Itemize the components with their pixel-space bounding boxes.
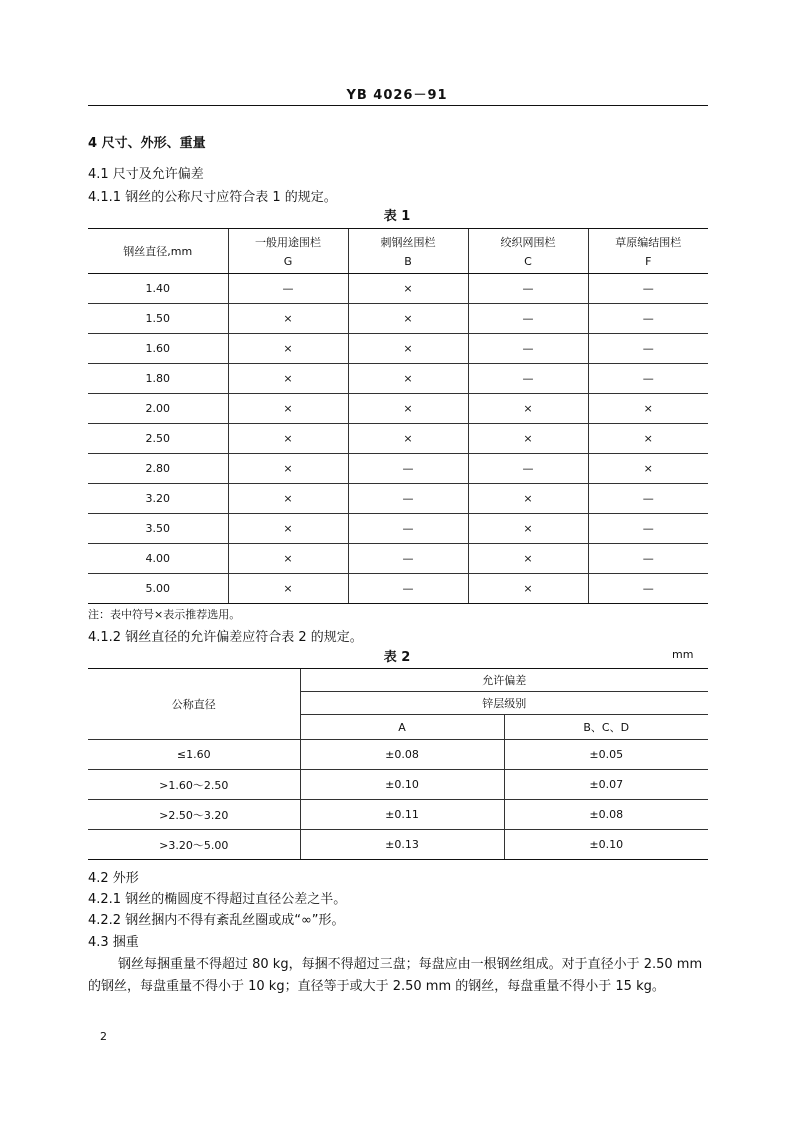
diameter-cell: 5.00 xyxy=(88,574,228,604)
mark-cell: — xyxy=(588,334,708,364)
section-4-2-1-text: 4.2.1 钢丝的椭圆度不得超过直径公差之半。 xyxy=(88,892,347,907)
table-row xyxy=(88,830,708,860)
col-code: F xyxy=(645,255,652,268)
diameter-cell: >3.20～5.00 xyxy=(88,830,300,860)
mark-cell: × xyxy=(348,394,468,424)
table-1-caption: 表 1 xyxy=(383,209,411,224)
table-row xyxy=(88,334,708,364)
mark-cell: × xyxy=(348,334,468,364)
mark-cell: × xyxy=(588,424,708,454)
section-4-3-line-1: 钢丝每捆重量不得超过 80 kg，每捆不得超过三盘；每盘应由一根钢丝组成。对于直径小于 2.50 mm xyxy=(118,957,703,972)
tolerance-cell: ±0.05 xyxy=(504,740,708,770)
table-2-subgroup-header: 锌层级别 xyxy=(300,692,708,715)
mark-cell: — xyxy=(588,484,708,514)
section-4-3-heading: 4.3 捆重 xyxy=(88,935,139,950)
tolerance-cell: ±0.07 xyxy=(504,770,708,800)
diameter-cell: 1.60 xyxy=(88,334,228,364)
mark-cell: × xyxy=(228,454,348,484)
col-label: 一般用途围栏 xyxy=(255,236,321,249)
table-1-note: 注：表中符号×表示推荐选用。 xyxy=(88,608,241,621)
tolerance-cell: ±0.08 xyxy=(504,800,708,830)
diameter-cell: 2.00 xyxy=(88,394,228,424)
mark-cell: × xyxy=(348,274,468,304)
tolerance-cell: ±0.10 xyxy=(300,770,504,800)
diameter-cell: 1.50 xyxy=(88,304,228,334)
table-row xyxy=(88,394,708,424)
mark-cell: — xyxy=(588,274,708,304)
col-label: 草原编结围栏 xyxy=(615,236,682,249)
table-2-unit: mm xyxy=(672,648,694,661)
tolerance-cell: ±0.10 xyxy=(504,830,708,860)
col-label: 刺钢丝围栏 xyxy=(380,236,436,249)
mark-cell: — xyxy=(588,514,708,544)
tolerance-cell: ±0.11 xyxy=(300,800,504,830)
mark-cell: — xyxy=(348,544,468,574)
mark-cell: × xyxy=(468,544,588,574)
mark-cell: × xyxy=(468,424,588,454)
table-1-col-header xyxy=(468,229,588,274)
section-4-2-2-text: 4.2.2 钢丝捆内不得有紊乱丝圈或成“∞”形。 xyxy=(88,913,345,928)
diameter-cell: 2.80 xyxy=(88,454,228,484)
table-1 xyxy=(88,228,708,604)
diameter-cell: 1.40 xyxy=(88,274,228,304)
table-row xyxy=(88,304,708,334)
diameter-cell: 3.50 xyxy=(88,514,228,544)
header-rule xyxy=(88,105,708,106)
mark-cell: — xyxy=(588,304,708,334)
mark-cell: × xyxy=(228,364,348,394)
table-row xyxy=(88,364,708,394)
mark-cell: × xyxy=(228,574,348,604)
section-4-1-1-text: 4.1.1 钢丝的公称尺寸应符合表 1 的规定。 xyxy=(88,190,337,205)
mark-cell: × xyxy=(228,334,348,364)
mark-cell: — xyxy=(468,304,588,334)
mark-cell: × xyxy=(348,424,468,454)
standard-code-header: YB 4026－91 xyxy=(346,88,448,103)
diameter-cell: 3.20 xyxy=(88,484,228,514)
col-label: 绞织网围栏 xyxy=(500,236,556,249)
mark-cell: — xyxy=(588,544,708,574)
diameter-cell: 1.80 xyxy=(88,364,228,394)
col-code: G xyxy=(283,255,293,268)
section-4-1-heading: 4.1 尺寸及允许偏差 xyxy=(88,167,204,182)
table-row xyxy=(88,454,708,484)
section-4-3-line-2: 的钢丝，每盘重量不得小于 10 kg；直径等于或大于 2.50 mm 的钢丝，每盘重量不得小于 15 kg。 xyxy=(88,979,665,994)
table-row xyxy=(88,770,708,800)
col-code: C xyxy=(524,255,532,268)
section-4-2-heading: 4.2 外形 xyxy=(88,871,139,886)
table-1-col-header xyxy=(588,229,708,274)
table-row xyxy=(88,574,708,604)
section-4-1-2-text: 4.1.2 钢丝直径的允许偏差应符合表 2 的规定。 xyxy=(88,630,363,645)
table-row xyxy=(88,740,708,770)
mark-cell: × xyxy=(348,304,468,334)
mark-cell: — xyxy=(228,274,348,304)
mark-cell: × xyxy=(228,394,348,424)
mark-cell: × xyxy=(468,484,588,514)
tolerance-cell: ±0.13 xyxy=(300,830,504,860)
mark-cell: — xyxy=(588,364,708,394)
diameter-cell: 2.50 xyxy=(88,424,228,454)
table-2-header-row xyxy=(88,669,708,692)
diameter-cell: >2.50～3.20 xyxy=(88,800,300,830)
table-row xyxy=(88,424,708,454)
mark-cell: × xyxy=(468,514,588,544)
mark-cell: × xyxy=(468,394,588,424)
table-1-col-header xyxy=(348,229,468,274)
mark-cell: × xyxy=(228,544,348,574)
section-4-heading: 4 尺寸、外形、重量 xyxy=(88,136,206,151)
table-1-col-diameter: 钢丝直径,mm xyxy=(88,229,228,274)
table-row xyxy=(88,544,708,574)
mark-cell: — xyxy=(348,454,468,484)
mark-cell: — xyxy=(468,334,588,364)
mark-cell: × xyxy=(588,454,708,484)
mark-cell: — xyxy=(348,484,468,514)
table-2-caption: 表 2 xyxy=(383,650,411,665)
diameter-cell: 4.00 xyxy=(88,544,228,574)
table-2-group-header: 允许偏差 xyxy=(300,669,708,692)
mark-cell: × xyxy=(228,484,348,514)
table-row xyxy=(88,484,708,514)
table-row xyxy=(88,514,708,544)
table-2-col-diameter: 公称直径 xyxy=(88,669,300,740)
table-row xyxy=(88,800,708,830)
mark-cell: — xyxy=(348,514,468,544)
diameter-cell: ≤1.60 xyxy=(88,740,300,770)
table-2-col-bcd: B、C、D xyxy=(504,715,708,740)
table-2-col-a: A xyxy=(300,715,504,740)
table-1-header-row xyxy=(88,229,708,274)
mark-cell: — xyxy=(468,274,588,304)
mark-cell: — xyxy=(348,574,468,604)
mark-cell: × xyxy=(348,364,468,394)
mark-cell: × xyxy=(228,514,348,544)
diameter-cell: >1.60～2.50 xyxy=(88,770,300,800)
mark-cell: × xyxy=(228,304,348,334)
table-1-col-header xyxy=(228,229,348,274)
mark-cell: × xyxy=(228,424,348,454)
mark-cell: × xyxy=(588,394,708,424)
mark-cell: — xyxy=(468,364,588,394)
mark-cell: — xyxy=(588,574,708,604)
col-code: B xyxy=(404,255,412,268)
mark-cell: × xyxy=(468,574,588,604)
table-row xyxy=(88,274,708,304)
tolerance-cell: ±0.08 xyxy=(300,740,504,770)
table-2 xyxy=(88,668,708,860)
page-number: 2 xyxy=(100,1030,107,1043)
mark-cell: — xyxy=(468,454,588,484)
